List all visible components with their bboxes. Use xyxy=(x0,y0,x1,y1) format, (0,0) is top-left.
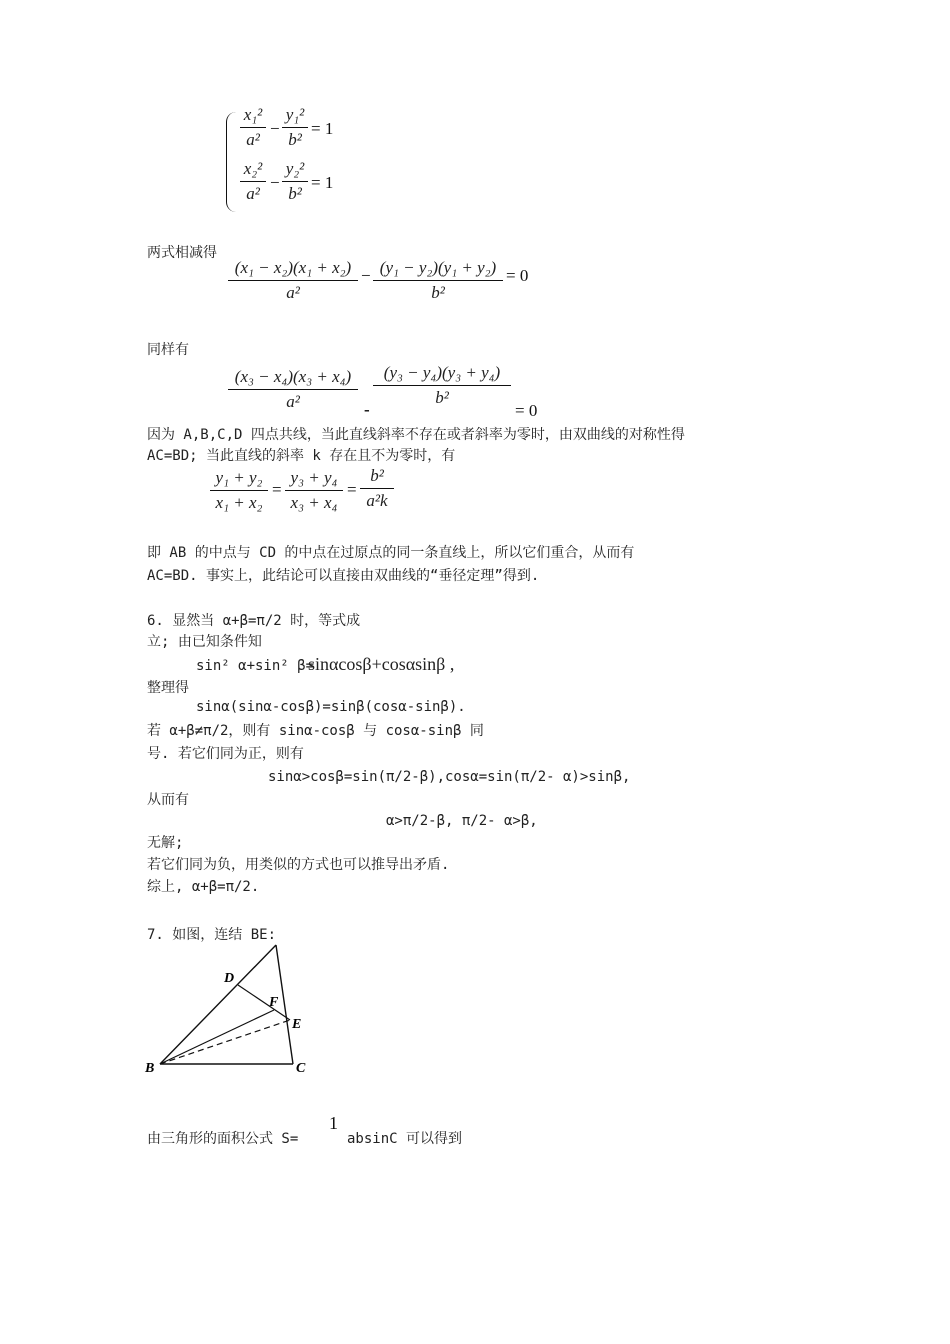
text-midpoint-1: 即 AB 的中点与 CD 的中点在过原点的同一条直线上，所以它们重合，从而有 xyxy=(147,545,635,561)
label-b: B xyxy=(145,1061,155,1076)
row2-equals: = 1 xyxy=(311,173,334,192)
label-c: C xyxy=(296,1061,306,1076)
side-ac xyxy=(276,945,293,1064)
segment-be-dashed xyxy=(160,1020,290,1064)
p6-eq1-left: sin² α+sin² β= xyxy=(196,658,315,674)
triangle-figure xyxy=(140,940,320,1080)
p6-eq2: sinα(sinα-cosβ)=sinβ(cosα-sinβ). xyxy=(196,699,466,715)
p6-negative: 若它们同为负，用类似的方式也可以推导出矛盾. xyxy=(147,857,450,873)
p6-eq3: sinα>cosβ=sin(π/2-β),cosα=sin(π/2- α)>sinβ, xyxy=(268,769,631,785)
p6-line-2: 立; 由已知条件知 xyxy=(147,634,262,650)
text-same: 同样有 xyxy=(147,342,189,358)
row2-left-frac: x₂² a² xyxy=(240,158,266,205)
row1-left-frac: x₁² a² xyxy=(240,104,266,151)
same-left-frac: (x₃ − x₄)(x₃ + x₄) a² xyxy=(228,366,358,413)
subtract-left-frac: (x₁ − x₂)(x₁ + x₂) a² xyxy=(228,257,358,304)
p7-area-one: 1 xyxy=(329,1113,338,1133)
same-minus: - xyxy=(364,400,370,419)
subtract-equals: = 0 xyxy=(506,266,529,285)
subtract-minus: − xyxy=(361,266,371,285)
p7-line-1: 7. 如图，连结 BE: xyxy=(147,927,277,943)
row1-right-frac: y₁² b² xyxy=(282,104,308,151)
side-ba xyxy=(160,945,276,1064)
label-d: D xyxy=(224,971,235,986)
system-brace xyxy=(226,112,239,212)
slope-eq-2: = xyxy=(347,480,357,499)
slope-frac-2: y₃ + y₄ x₃ + x₄ xyxy=(285,467,343,514)
p6-thus: 从而有 xyxy=(147,792,189,808)
row2-right-frac: y₂² b² xyxy=(282,158,308,205)
slope-eq-1: = xyxy=(272,480,282,499)
text-because-2: AC=BD; 当此直线的斜率 k 存在且不为零时，有 xyxy=(147,448,456,464)
row1-minus: − xyxy=(270,119,280,138)
segment-bf xyxy=(160,1010,274,1064)
p6-organize: 整理得 xyxy=(147,680,189,696)
text-because-1: 因为 A,B,C,D 四点共线，当此直线斜率不存在或者斜率为零时，由双曲线的对称性得 xyxy=(147,427,685,443)
same-right-frac: (y₃ − y₄)(y₃ + y₄) b² xyxy=(373,362,511,409)
subtract-right-frac: (y₁ − y₂)(y₁ + y₂) b² xyxy=(373,257,503,304)
p6-line-1: 6. 显然当 α+β=π/2 时，等式成 xyxy=(147,613,361,629)
label-f: F xyxy=(269,995,279,1010)
text-subtract: 两式相减得 xyxy=(147,245,217,261)
p6-eq1-right: sinαcosβ+cosαsinβ , xyxy=(308,654,455,674)
p6-if-1: 若 α+β≠π/2，则有 sinα-cosβ 与 cosα-sinβ 同 xyxy=(147,723,484,739)
p6-no-solution: 无解; xyxy=(147,835,184,851)
slope-frac-1: y₁ + y₂ x₁ + x₂ xyxy=(210,467,268,514)
label-e: E xyxy=(292,1017,302,1032)
p6-if-2: 号. 若它们同为正，则有 xyxy=(147,746,304,762)
p7-area-left: 由三角形的面积公式 S= xyxy=(147,1131,299,1147)
p7-area-right: absinC 可以得到 xyxy=(347,1131,463,1147)
p6-eq4: α>π/2-β, π/2- α>β, xyxy=(386,813,538,829)
text-midpoint-2: AC=BD. 事实上，此结论可以直接由双曲线的“垂径定理”得到. xyxy=(147,568,540,584)
same-equals: = 0 xyxy=(515,401,538,420)
p6-conclude: 综上, α+β=π/2. xyxy=(147,879,260,895)
row1-equals: = 1 xyxy=(311,119,334,138)
row2-minus: − xyxy=(270,173,280,192)
slope-frac-3: b² a²k xyxy=(360,465,394,512)
